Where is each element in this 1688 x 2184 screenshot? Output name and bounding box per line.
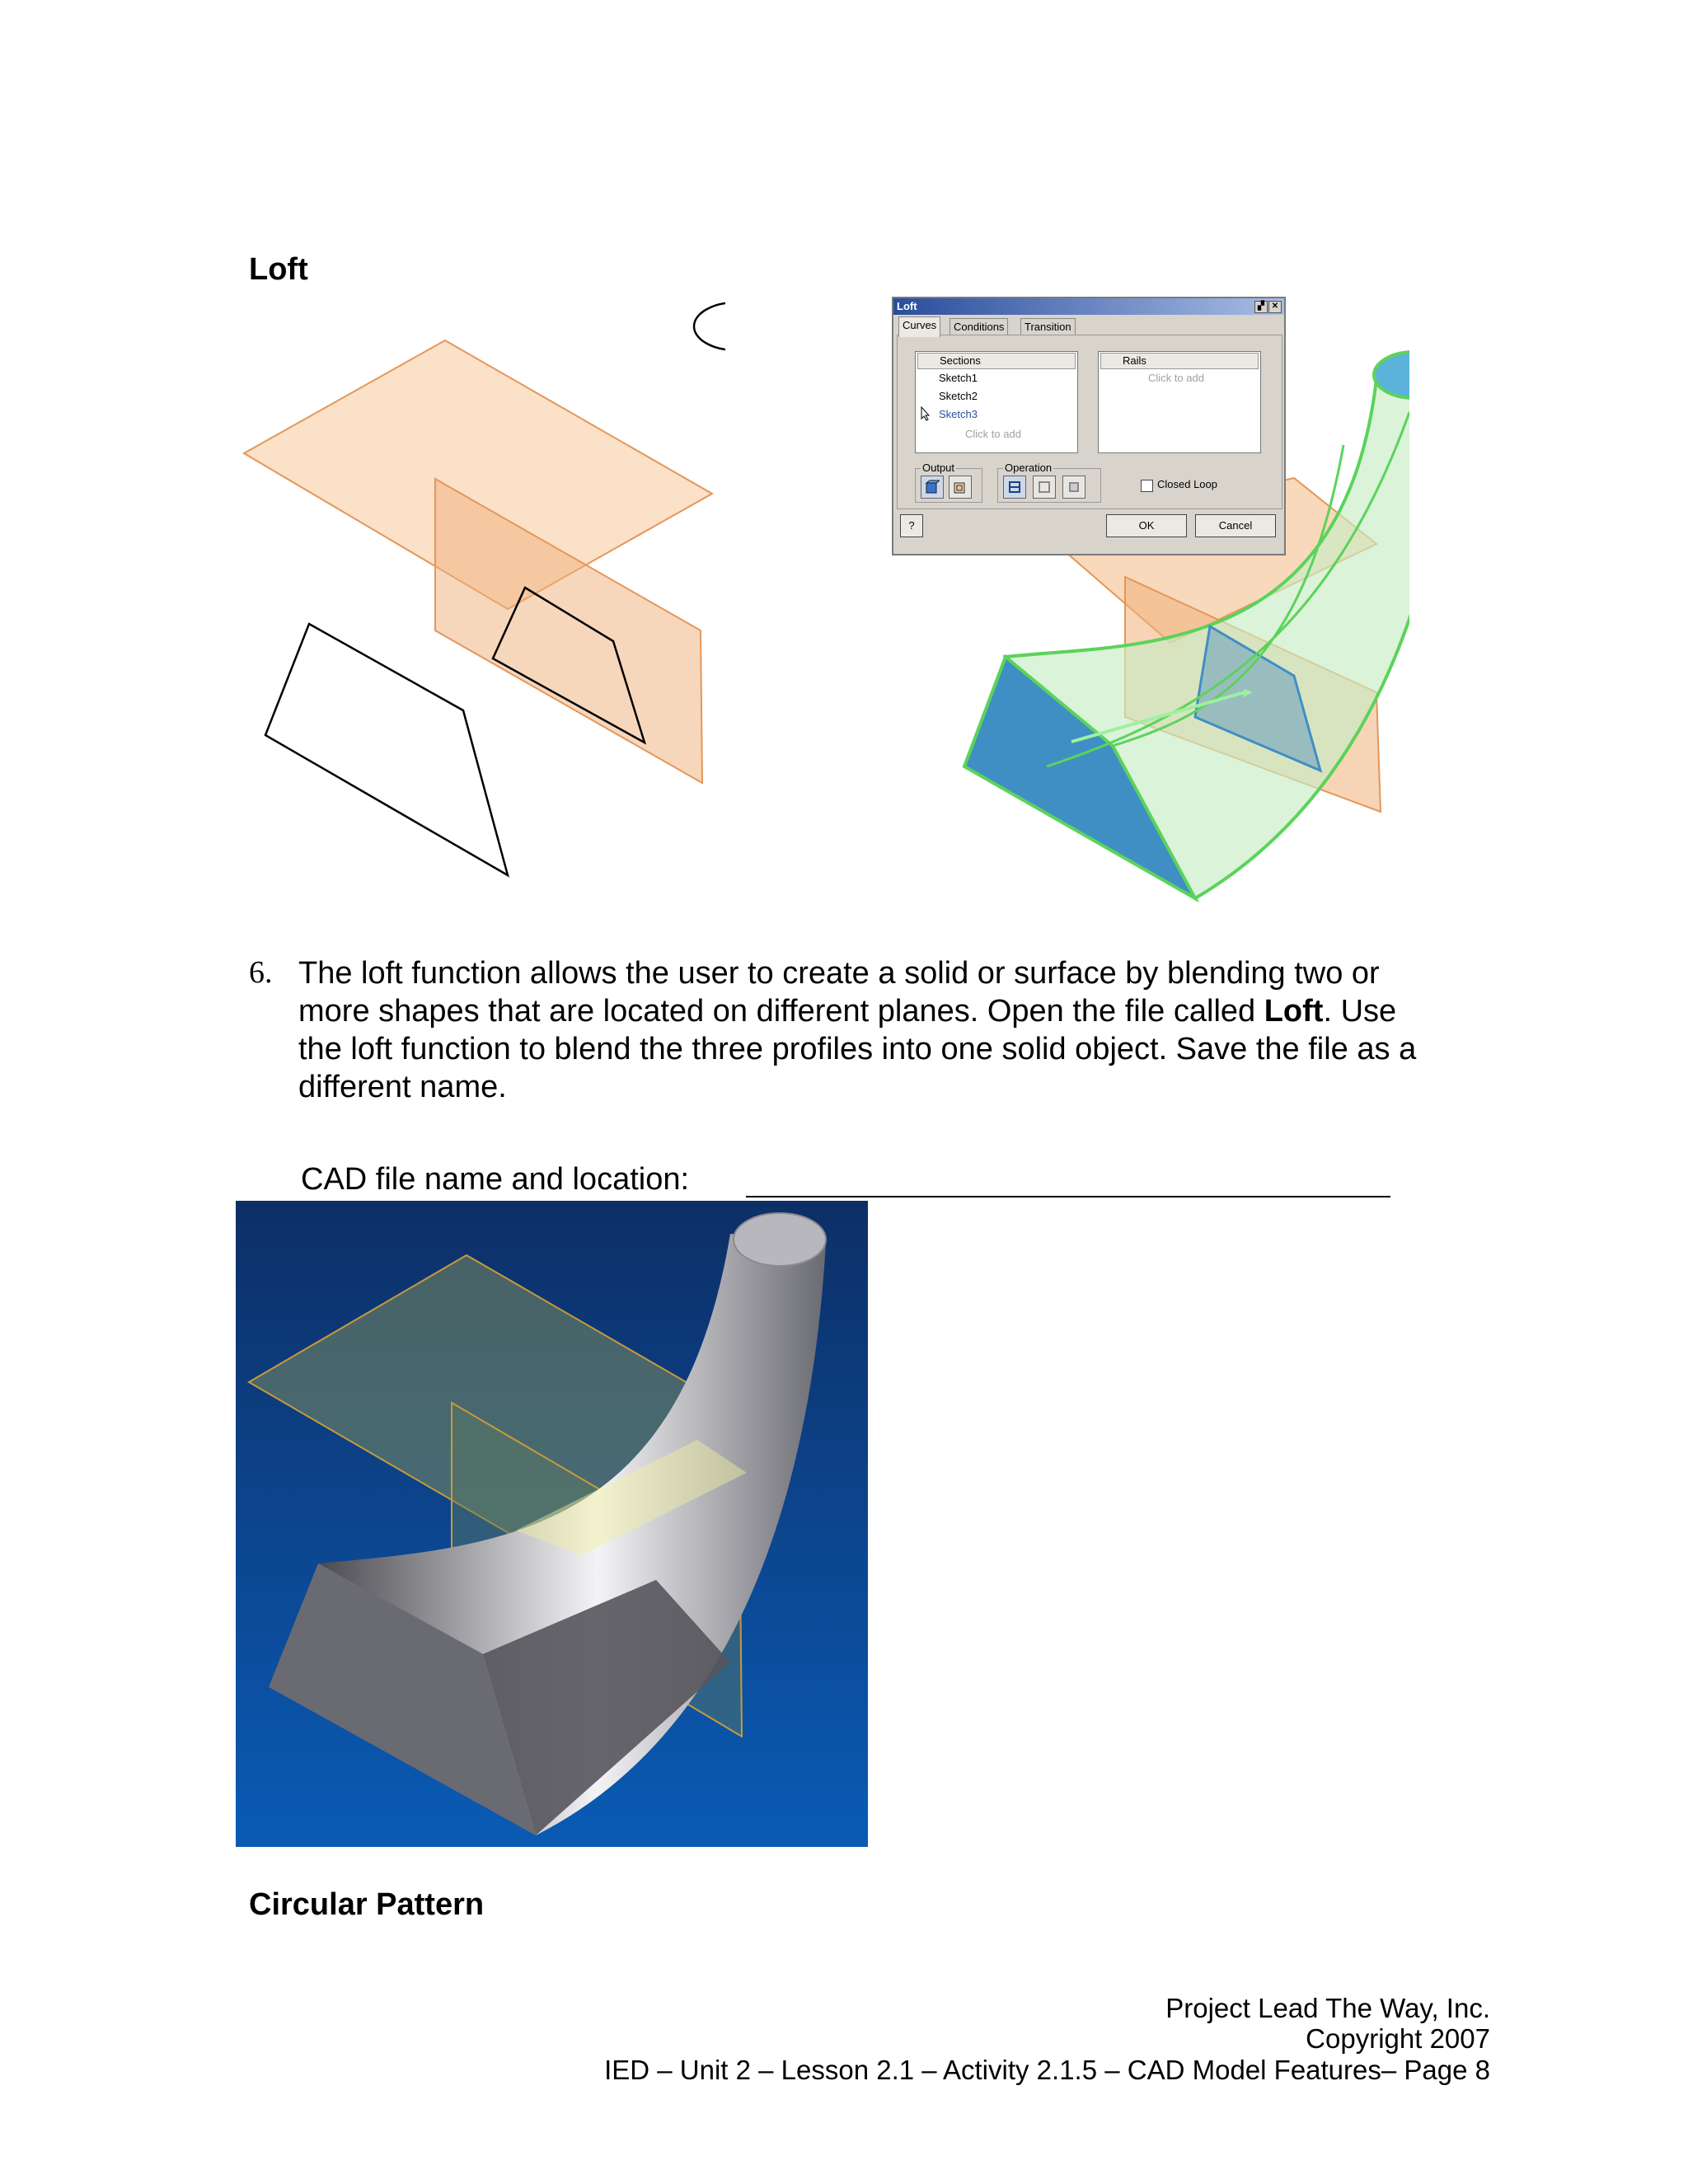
solid-output-button[interactable] bbox=[921, 476, 944, 499]
rails-list[interactable] bbox=[1098, 351, 1261, 453]
output-label: Output bbox=[922, 462, 955, 474]
cut-operation-button[interactable] bbox=[1033, 476, 1056, 499]
join-icon bbox=[1007, 480, 1022, 494]
step6-line-2-tail: . Use bbox=[1323, 994, 1397, 1029]
dialog-titlebar bbox=[893, 298, 1284, 315]
surface-output-button[interactable] bbox=[949, 476, 972, 499]
closed-loop-label: Closed Loop bbox=[1157, 478, 1217, 490]
step6-line-4: different name. bbox=[298, 1070, 507, 1104]
step6-line-3: the loft function to blend the three profiles into one solid object. Save the file as a bbox=[298, 1032, 1417, 1066]
section-item-sketch2[interactable]: Sketch2 bbox=[939, 390, 978, 402]
sections-list[interactable] bbox=[915, 351, 1078, 453]
output-group bbox=[915, 462, 982, 503]
section-item-sketch3[interactable]: Sketch3 bbox=[939, 408, 978, 420]
loft-file-name: Loft bbox=[1264, 994, 1324, 1029]
help-button[interactable]: ? bbox=[900, 514, 923, 537]
cut-icon bbox=[1037, 480, 1052, 494]
cursor-arrow-icon bbox=[921, 406, 931, 421]
loft-sketch-figure bbox=[231, 293, 725, 894]
operation-label: Operation bbox=[1005, 462, 1053, 474]
sections-header: Sections bbox=[917, 353, 1076, 369]
footer-page-info: IED – Unit 2 – Lesson 2.1 – Activity 2.1.5 – CAD Model Features– Page 8 bbox=[604, 2055, 1490, 2085]
operation-group bbox=[997, 462, 1101, 503]
step6-line-1: The loft function allows the user to create a solid or surface by blending two or bbox=[298, 956, 1380, 991]
cancel-button[interactable]: Cancel bbox=[1195, 514, 1276, 537]
footer-company: Project Lead The Way, Inc. bbox=[1165, 1993, 1490, 2023]
surface-icon bbox=[953, 480, 968, 494]
section-heading-circular-pattern: Circular Pattern bbox=[249, 1887, 485, 1922]
loft-rendered-image bbox=[236, 1201, 868, 1847]
footer-copyright: Copyright 2007 bbox=[1306, 2023, 1490, 2054]
section-item-sketch1[interactable]: Sketch1 bbox=[939, 372, 978, 384]
profile-sketch-large bbox=[265, 624, 508, 875]
dialog-title: Loft bbox=[897, 300, 917, 312]
step-number: 6. bbox=[249, 955, 273, 990]
intersect-icon bbox=[1067, 480, 1081, 494]
cad-file-label: CAD file name and location: bbox=[301, 1162, 690, 1197]
profile-sketch-circle bbox=[694, 302, 725, 350]
ok-button[interactable]: OK bbox=[1106, 514, 1187, 537]
rails-header: Rails bbox=[1100, 353, 1259, 369]
join-operation-button[interactable] bbox=[1003, 476, 1026, 499]
close-icon[interactable]: ✕ bbox=[1268, 301, 1282, 313]
tab-transition[interactable]: Transition bbox=[1020, 318, 1076, 335]
solid-icon bbox=[925, 480, 940, 494]
step6-line-2-text: more shapes that are located on different planes. Open the file called bbox=[298, 994, 1264, 1029]
tab-curves[interactable]: Curves bbox=[898, 316, 940, 337]
section-heading-loft: Loft bbox=[249, 252, 308, 287]
sections-add-hint[interactable]: Click to add bbox=[965, 428, 1021, 440]
cad-file-answer-line[interactable] bbox=[746, 1158, 1390, 1197]
loft-dialog bbox=[892, 297, 1286, 555]
closed-loop-checkbox[interactable] bbox=[1141, 480, 1153, 492]
tab-conditions[interactable]: Conditions bbox=[950, 318, 1008, 335]
restore-icon[interactable]: ▞ bbox=[1254, 301, 1268, 313]
step6-line-2 bbox=[298, 992, 1502, 1030]
render-top-circle bbox=[734, 1213, 826, 1266]
step6-paragraph bbox=[298, 954, 1502, 1106]
rails-add-hint[interactable]: Click to add bbox=[1148, 372, 1204, 384]
intersect-operation-button[interactable] bbox=[1062, 476, 1085, 499]
